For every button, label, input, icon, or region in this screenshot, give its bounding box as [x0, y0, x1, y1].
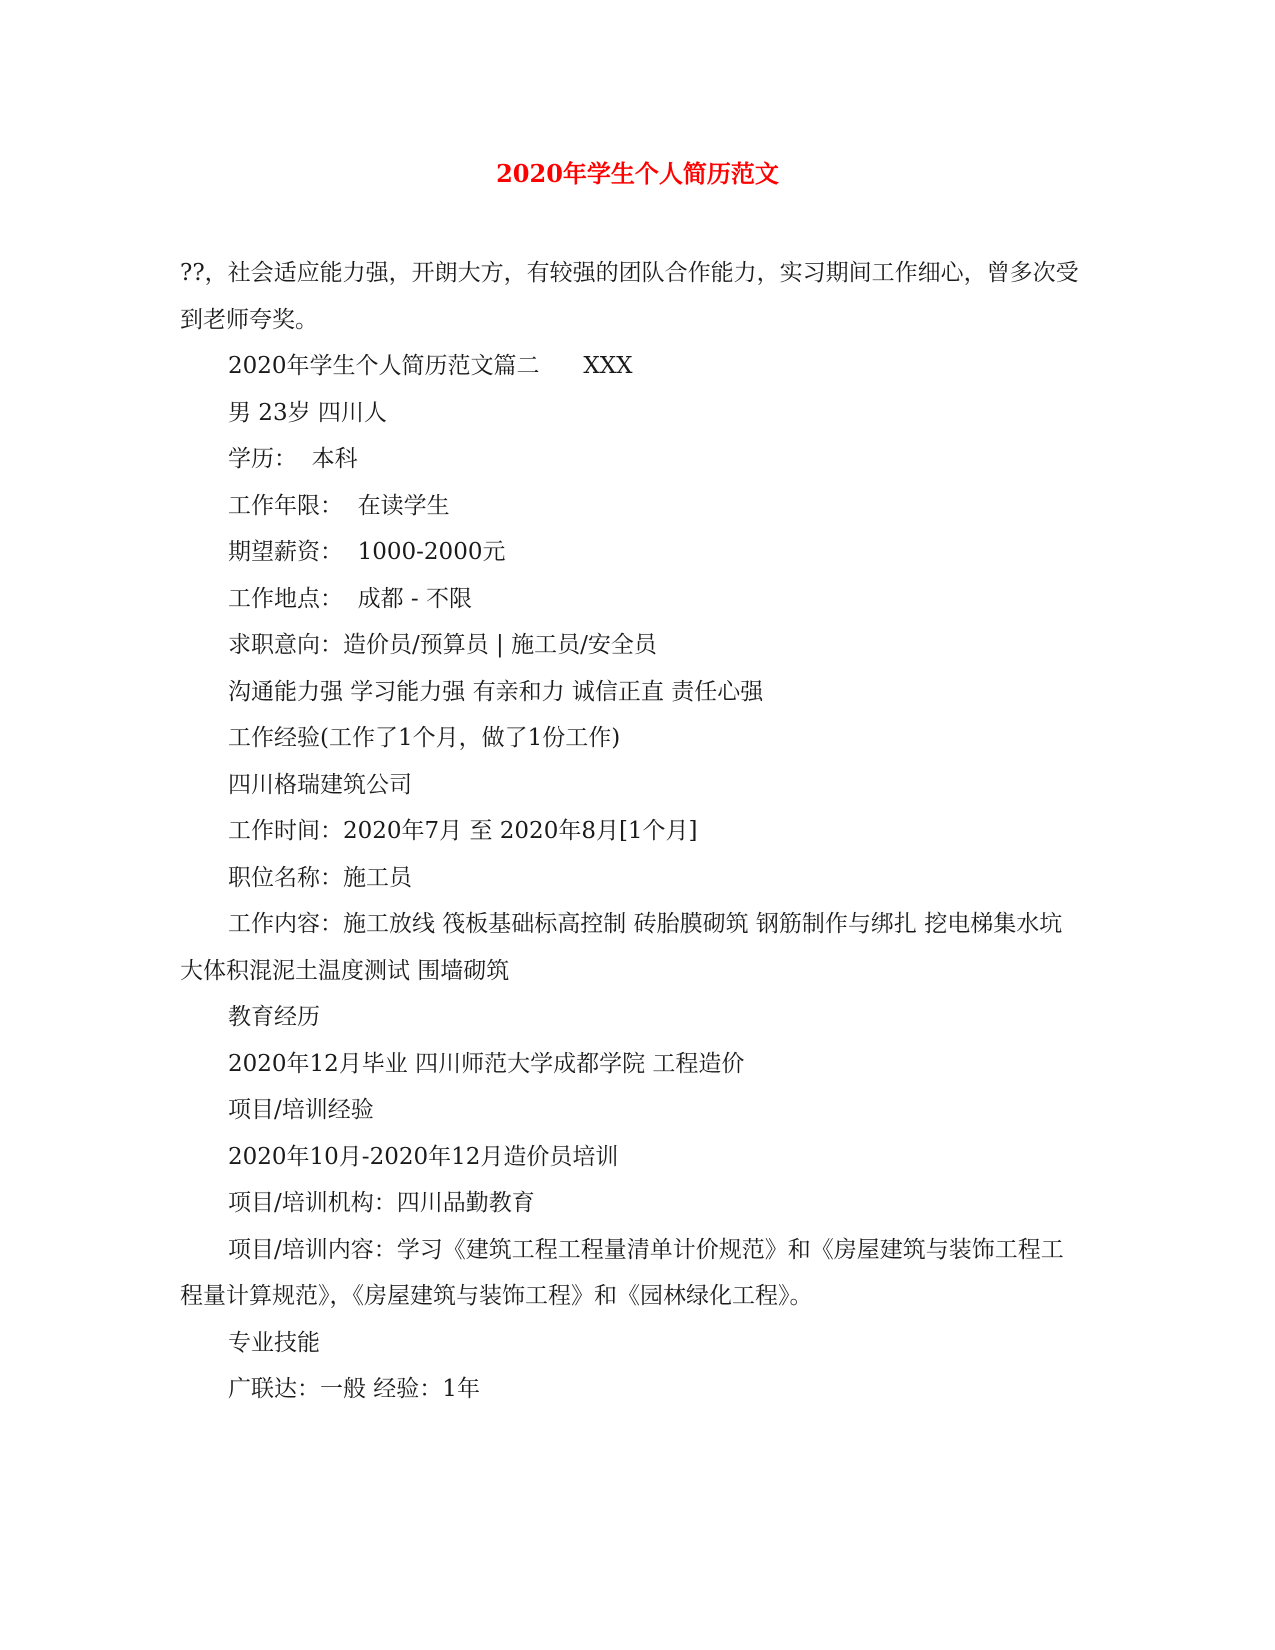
document-paragraph: 工作内容：施工放线 筏板基础标高控制 砖胎膜砌筑 钢筋制作与绑扎 挖电梯集水坑 大体积混泥土温度测试 围墙砌筑	[180, 911, 1070, 984]
document-paragraph: 项目/培训经验	[228, 1097, 374, 1123]
document-paragraph: 2020年学生个人简历范文篇二 XXX	[228, 353, 633, 379]
document-paragraph: 项目/培训内容：学习《建筑工程工程量清单计价规范》和《房屋建筑与装饰工程工程量计算规范》，《房屋建筑与装饰工程》和《园林绿化工程》。	[180, 1236, 1064, 1309]
document-paragraph: 工作地点： 成都 - 不限	[228, 585, 473, 612]
document-paragraph: 项目/培训机构：四川品勤教育	[228, 1190, 535, 1216]
document-body	[180, 250, 1080, 1413]
document-paragraph: 专业技能	[228, 1329, 320, 1356]
document-paragraph: 学历： 本科	[228, 446, 358, 472]
document-paragraph: 工作年限： 在读学生	[228, 492, 450, 519]
document-paragraph: 沟通能力强 学习能力强 有亲和力 诚信正直 责任心强	[228, 678, 764, 705]
document-paragraph: 男 23岁 四川人	[228, 399, 387, 426]
document-paragraph: 四川格瑞建筑公司	[228, 771, 412, 798]
document-paragraph: 工作经验(工作了1个月，做了1份工作)	[228, 725, 621, 751]
document-paragraph: 期望薪资： 1000-2000元	[228, 539, 506, 565]
document-paragraph: 工作时间：2020年7月 至 2020年8月[1个月]	[228, 818, 698, 844]
document-paragraph: 2020年12月毕业 四川师范大学成都学院 工程造价	[228, 1050, 745, 1077]
document-paragraph: 教育经历	[228, 1004, 320, 1030]
document-paragraph: 职位名称：施工员	[228, 864, 412, 891]
document-paragraph: 2020年10月-2020年12月造价员培训	[228, 1143, 619, 1170]
document-paragraph: 求职意向：造价员/预算员 | 施工员/安全员	[228, 632, 657, 658]
document-title: 2020年学生个人简历范文	[496, 159, 779, 188]
document-paragraph: 广联达：一般 经验：1年	[228, 1376, 480, 1402]
document-paragraph: ??，社会适应能力强，开朗大方，有较强的团队合作能力，实习期间工作细心，曾多次受到老师夸奖。	[180, 260, 1079, 333]
